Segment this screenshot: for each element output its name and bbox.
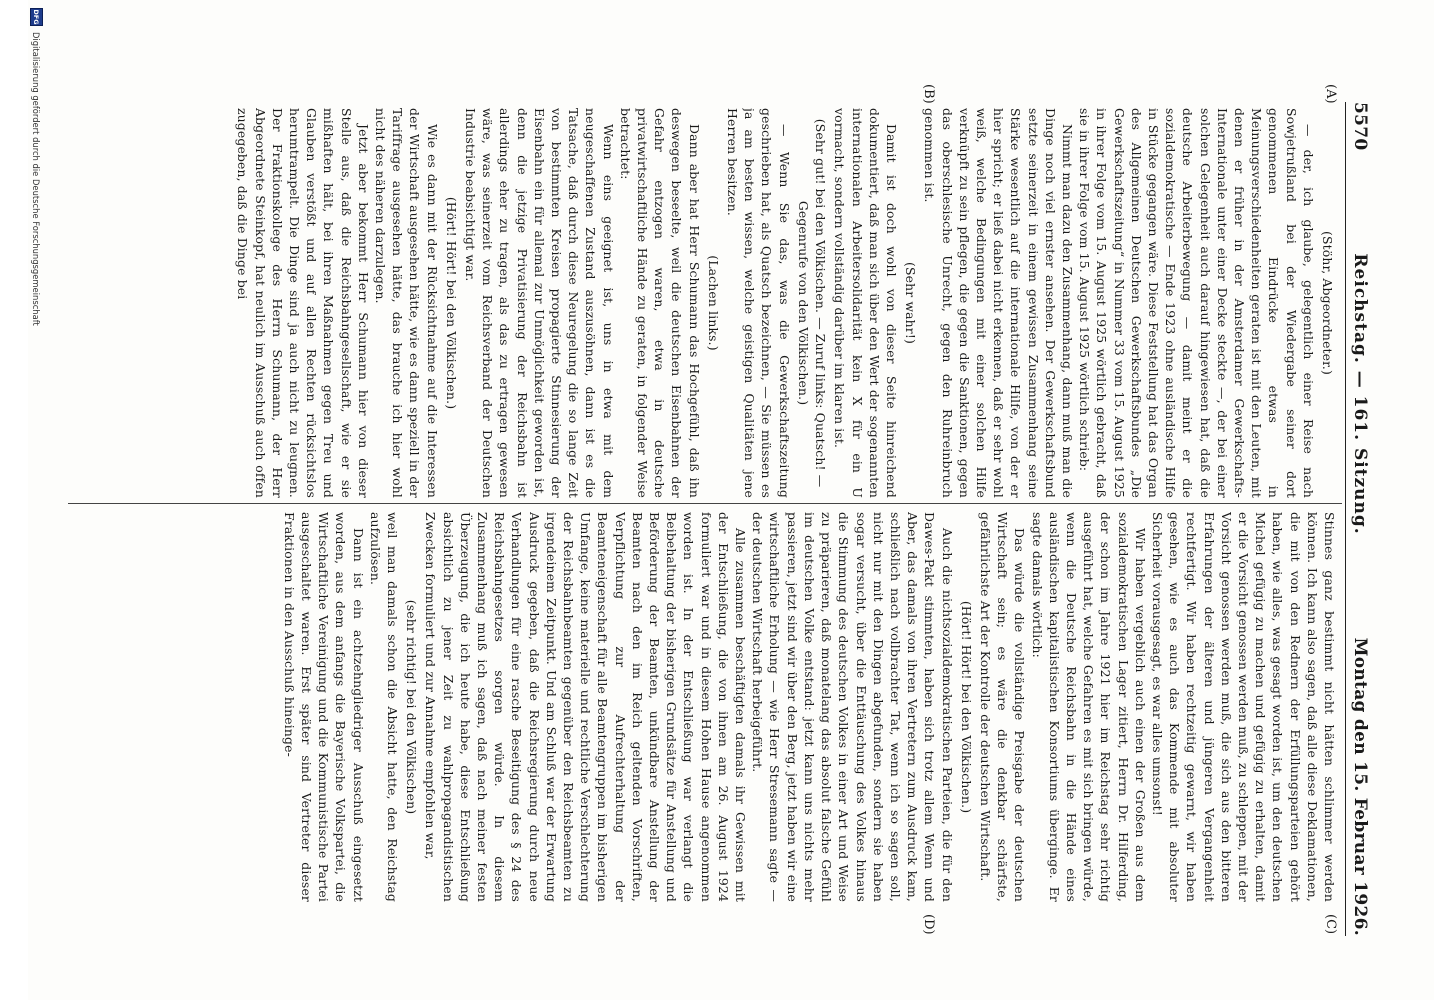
paragraph: — Wenn Sie das, was die Gewerkschaftszeitung geschrieben hat, als Quatsch bezeichnen, — Sie müssen es ja am besten wissen, welche geistigen Qualitäten jene Herren besitzen.	[725, 108, 792, 498]
paragraph: Alle zusammen beschäftigten damals ihr Gewissen mit der Entschließung, die von ihnen am 26. August 1924 formuliert war und in diesem Hohen Hause angenommen worden ist. In der Entschließung war verlangt die Beibehaltung der bisherigen Grundsätze für Anstellung und Beförderung der Beamten, unkündbare Anstellung der Beamten nach den im Reich geltenden Vorschriften, Verpflichtung zur Aufrechterhaltung der Beamteneigenschaft für alle Beamtengruppen im bisherigen Umfange, keine materielle und rechtliche Verschlechterung der Reichsbahnbeamten gegenüber den Reichsbeamten zu irgendeinem Zeitpunkt. Und am Schluß war der Erwartung Ausdruck gegeben, daß die Reichsregierung durch neue Verhandlungen für eine rasche Beseitigung des § 24 des Reichsbahngesetzes sorgen würde. In diesem Zusammenhang muß ich sagen, daß nach meiner festen Überzeugung, die ich heute habe, diese Entschließung absichtlich zu jener Zeit zu wahlpropagandistischen Zwecken formuliert und zur Annahme empfohlen war,	[423, 512, 749, 902]
paragraph: Dann aber hat Herr Schumann das Hochgefühl, daß ihn deswegen beseelte, weil die deutschen Eisenbahnen der Gefahr entzogen waren, etwa in deutsche privatwirtschaftliche Hände zu geraten, in folgender Weise betrachtet:	[617, 108, 702, 498]
margin-label-c: (C)	[1323, 914, 1338, 935]
paragraph: Dann ist ein achtzehngliedriger Ausschuß eingesetzt worden, aus dem anfangs die Bayerische Volkspartei, die Wirtschaftliche Vereinigung und die Kommunistische Partei ausgeschaltet waren. Erst später sind Vertreter dieser Fraktionen in den Ausschuß hineinge-	[281, 512, 366, 902]
interjection: (sehr richtig! bei den Völkischen)	[404, 599, 420, 815]
margin-label-b: (B)	[921, 84, 936, 104]
paragraph: Wie es dann mit der Rücksichtnahme auf die Interessen der Wirtschaft ausgesehen hätte, wie es dann speziell in der Tariffrage ausgesehen hätte, das brauche ich hier wohl nicht des näheren darzulegen.	[373, 108, 440, 498]
paragraph: — der, ich glaube, gelegentlich einer Reise nach Sowjetrußland bei der Wiedergabe seiner dort genommenen Eindrücke etwas in Meinungsverschiedenheiten geraten ist mit den Leuten, mit denen er früher in der Amsterdamer Gewerkschafts-Internationale unter einer Decke steckte —, der bei einer solchen Gelegenheit auch darauf hingewiesen hat, daß die deutsche Arbeiterbewegung — damit meint er die sozialdemokratische — Ende 1923 ohne ausländische Hilfe in Stücke gegangen wäre. Diese Feststellung hat das Organ des Allgemeinen Deutschen Gewerkschaftsbundes „Die Gewerkschaftszeitung“ in Nummer 33 vom 15. August 1925 in ihrer Folge vom 15. August 1925 wörtlich gebracht, daß sie in ihrer Folge vom 15. August 1925 wörtlich schrieb:	[1077, 108, 1316, 498]
quotation: Wenn eins geeignet ist, uns in etwa mit dem neugeschaffenen Zustand auszusöhnen, dann ist es die Tatsache, daß durch diese Neuregelung die so lange Zeit von bestimmten Kreisen propagierte Stinnesierung der Eisenbahn ein für allemal zur Unmöglichkeit geworden ist, denn die jetzige Privatisierung der Reichsbahn ist allerdings eher zu tragen, als das zu ertragen gewesen wäre, was seinerzeit vom Reichsverband der Deutschen Industrie beabsichtigt war.	[463, 108, 616, 498]
page-number: 5570	[1350, 102, 1370, 151]
dfg-logo: DFG	[30, 8, 43, 26]
right-text-column	[68, 512, 1338, 902]
interjection: (Sehr gut! bei den Völkischen. — Zuruf links: Quatsch! — Gegenrufe von den Völkischen.)	[795, 118, 829, 488]
interjection: (Hört! Hört! bei den Völkischen.)	[443, 196, 459, 410]
paragraph: Wir haben vergeblich auch einen der Großen aus dem sozialdemokratischen Lager zitiert, Herrn Dr. Hilferding, der schon im Jahre 1921 hier im Reichstag sehr richtig ausgeführt hat, welche Gefahren es mit sich bringen würde, wenn die Deutsche Reichsbahn in die Hände eines ausländischen kapitalistischen Konsortiums überginge. Er sagte damals wörtlich:	[1029, 512, 1148, 902]
interjection: (Hört! Hört! bei den Völkischen.)	[958, 600, 974, 814]
speaker-line: (Stöhr, Abgeordneter.)	[1320, 231, 1335, 375]
paragraph: weil man damals schon die Absicht hatte, den Reichstag aufzulösen.	[367, 512, 401, 902]
paragraph: Stinnes ganz bestimmt nicht hätten schlimmer werden können. Ich kann also sagen, daß alle diese Deklamationen, die mit von den Rednern der Erfüllungsparteien gehört haben, wie alles, was gesagt worden ist, um den deutschen Michel gefügig zu machen und gefügig zu erhalten, damit er die Vorsicht genossen werden muß, zu schleppen, mit der Vorsicht genossen werden muß, die sich aus den bitteren Erfahrungen der älteren und jüngeren Vergangenheit rechtfertigt. Wir haben rechtzeitig gewarnt, wir haben gesehen, wie es auch das Kommende mit absoluter Sicherheit vorausgesagt, es war alles umsonst!	[1149, 512, 1337, 902]
left-text-column	[68, 108, 1338, 498]
quotation: Das würde die vollständige Preisgabe der deutschen Wirtschaft sein; es wäre die denkbar schärfste, gefährlichste Art der Kontrolle der deutschen Wirtschaft.	[977, 512, 1028, 902]
header-title: Reichstag. — 161. Sitzung.	[1350, 253, 1370, 535]
page-header	[1345, 102, 1390, 936]
header-date: Montag den 15. Februar 1926.	[1350, 637, 1370, 936]
digitization-footer	[30, 8, 43, 992]
paragraph: Auch die nichtsozialdemokratischen Parteien, die für den Dawes-Pakt stimmten, haben sich trotz allem Wenn und Aber, das damals von ihren Vertretern zum Ausdruck kam, schließlich nach vollbrachter Tat, wenn ich so sagen soll, nicht nur mit den Dingen abgefunden, sondern sie haben sogar versucht, über die Enttäuschung des Volkes hinaus die Stimmung des deutschen Volkes in einer Art und Weise zu präparieren, daß monatelang das absolut falsche Gefühl im deutschen Volke entstand: jetzt kann uns nichts mehr passieren, jetzt sind wir über den Berg, jetzt haben wir eine wirtschaftliche Erholung — wie Herr Stresemann sagte — der deutschen Wirtschaft herbeigeführt.	[750, 512, 955, 902]
margin-label-a: (A)	[1323, 84, 1338, 104]
column-divider	[68, 503, 1342, 504]
interjection: (Lachen links.)	[705, 255, 721, 351]
footer-credit: Digitalisierung gefördert durch die Deutsche Forschungsgemeinschaft	[31, 32, 42, 326]
paragraph: Damit ist doch wohl von dieser Seite hinreichend dokumentiert, daß man sich über den Wert der sogenannten internationalen Arbeitersolidarität kein X für ein U vormacht, sondern vollständig darüber im klaren ist.	[832, 108, 899, 498]
interjection: (Sehr wahr!)	[903, 261, 919, 344]
paragraph: Jetzt aber bekommt Herr Schumann hier von dieser Stelle aus, daß die Reichsbahngesellschaft, wie er sie mißhaften hält, bei ihren Maßnahmen gegen Treu und Glauben verstößt und auf allen Rechten rücksichtslos herumtrampelt. Die Dinge sind ja auch nicht zu leugnen. Der Fraktionskollege des Herrn Schumann, der Herr Abgeordnete Steinkopf, hat neulich im Ausschuß auch offen zugegeben, daß die Dinge bei	[235, 108, 371, 498]
paragraph: Nimmt man dazu den Zusammenhang, dann muß man die Dinge noch viel ernster ansehen. Der Gewerkschaftsbund setzte seinerzeit in einem gewissen Zusammenhang seine Stärke wesentlich auf die internationale Hilfe, von der er hier spricht; er ließ dabei nicht erkennen, daß er sehr wohl weiß, welche Bedingungen mit einer solchen Hilfe verknüpft zu sein pflegen, die gegen die Sanktionen, gegen das oberschlesische Unrecht, gegen den Ruhreinbruch genommen ist.	[922, 108, 1075, 498]
rotated-scanned-page	[28, 0, 1434, 1000]
margin-label-d: (D)	[921, 914, 936, 935]
